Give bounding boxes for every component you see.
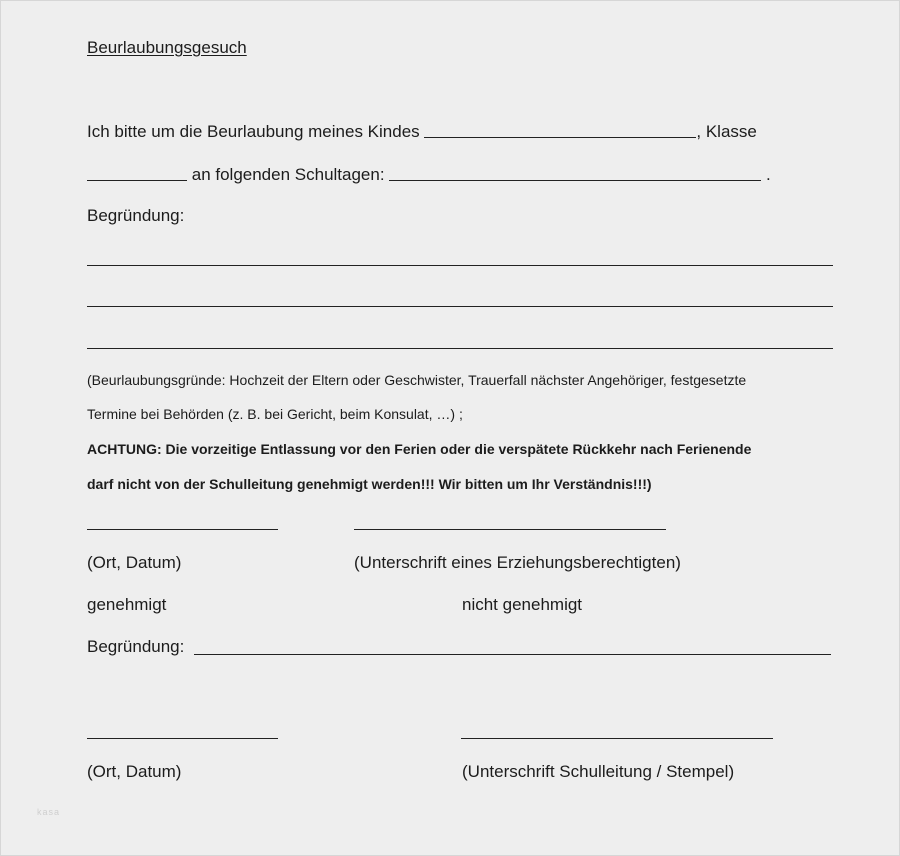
class-field[interactable] [87,180,187,181]
request-line-1-end: , Klasse [696,122,757,141]
place-date-label: (Ort, Datum) [87,553,182,572]
school-signature-label: (Unterschrift Schulleitung / Stempel) [462,762,735,781]
school-place-date-label: (Ort, Datum) [87,762,182,781]
school-place-date-line[interactable] [87,738,278,739]
approved-option[interactable]: genehmigt [87,595,167,614]
request-line-1 [87,123,757,140]
request-line-2 [87,166,771,183]
guardian-signature-line[interactable] [354,529,666,530]
reason-label: Begründung: [87,206,185,225]
school-days-field[interactable] [389,180,761,181]
child-name-field[interactable] [424,137,696,138]
school-reason-label: Begründung: [87,637,185,656]
request-line-2-middle: an folgenden Schultagen: [191,165,385,184]
not-approved-option[interactable]: nicht genehmigt [462,595,583,614]
note-line-2: Termine bei Behörden (z. B. bei Gericht, beim Konsulat, …) ; [87,406,463,422]
school-signature-line[interactable] [461,738,773,739]
reason-line-2[interactable] [87,306,833,307]
request-line-2-end: . [766,165,771,184]
guardian-signature-label: (Unterschrift eines Erziehungsberechtigten) [354,553,681,572]
school-reason-line[interactable] [194,654,831,655]
watermark: kasa [37,807,61,817]
place-date-line[interactable] [87,529,278,530]
reason-line-1[interactable] [87,265,833,266]
warning-line-2: darf nicht von der Schulleitung genehmigt werden!!! Wir bitten um Ihr Verständnis!!!) [87,476,652,492]
note-line-1: (Beurlaubungsgründe: Hochzeit der Eltern oder Geschwister, Trauerfall nächster Angehöriger, festgesetzte [87,372,747,388]
reason-line-3[interactable] [87,348,833,349]
request-line-1-start: Ich bitte um die Beurlaubung meines Kindes [87,122,420,141]
warning-line-1: ACHTUNG: Die vorzeitige Entlassung vor den Ferien oder die verspätete Rückkehr nach Ferienende [87,441,752,457]
document-title: Beurlaubungsgesuch [87,38,247,57]
